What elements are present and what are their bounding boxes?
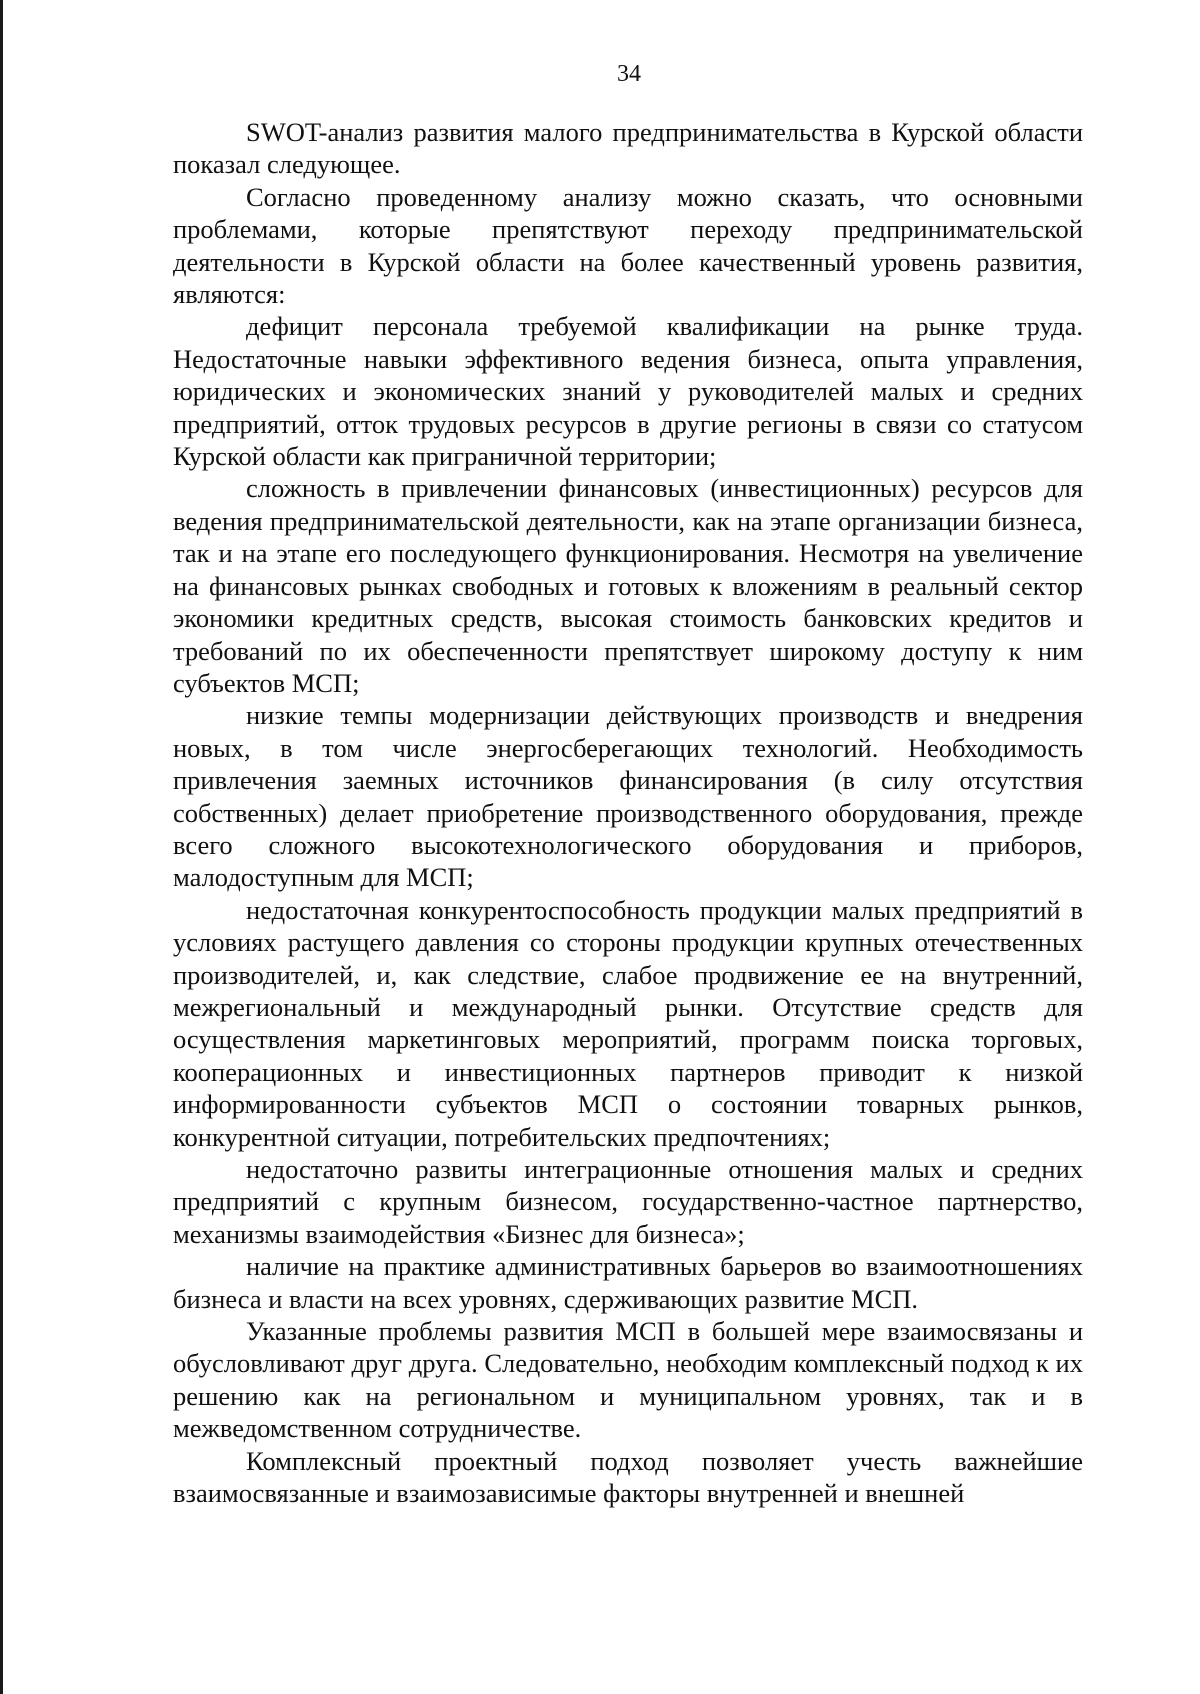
paragraph-project-approach: Комплексный проектный подход позволяет учесть важнейшие взаимосвязанные и взаимозависимые факторы внутренней и внешней: [173, 1445, 1083, 1509]
paragraph-staff-deficit: дефицит персонала требуемой квалификации на рынке труда. Недостаточные навыки эффективного ведения бизнеса, опыта управления, юридических и экономических знаний у руководителей малых и средних предприятий, отток трудовых ресурсов в другие регионы в связи со статусом Курской области как приграничной территории;: [173, 311, 1083, 472]
paragraph-integration: недостаточно развиты интеграционные отношения малых и средних предприятий с крупным бизнесом, государственно-частное партнерство, механизмы взаимодействия «Бизнес для бизнеса»;: [173, 1154, 1083, 1249]
paragraph-interrelated-problems: Указанные проблемы развития МСП в большей мере взаимосвязаны и обусловливают друг друга. Следовательно, необходим комплексный подход к их решению как на региональном и муниципальном уровнях, так и в межведомственном сотрудничестве.: [173, 1316, 1083, 1444]
paragraph-swot-intro: SWOT-анализ развития малого предпринимательства в Курской области показал следующее.: [173, 117, 1083, 180]
paragraph-modernization: низкие темпы модернизации действующих производств и внедрения новых, в том числе энергосберегающих технологий. Необходимость привлечения заемных источников финансирования (в силу отсутствия собственных) делает приобретение производственного оборудования, прежде всего сложного высокотехнологического оборудования и приборов, малодоступным для МСП;: [173, 700, 1083, 893]
paragraph-main-problems: Согласно проведенному анализу можно сказать, что основными проблемами, которые препятствуют переходу предпринимательской деятельности в Курской области на более качественный уровень развития, являются:: [173, 181, 1083, 310]
paragraph-competitiveness: недостаточная конкурентоспособность продукции малых предприятий в условиях растущего давления со стороны продукции крупных отечественных производителей, и, как следствие, слабое продвижение ее на внутренний, межрегиональный и международный рынки. Отсутствие средств для осуществления маркетинговых мероприятий, программ поиска торговых, кооперационных и инвестиционных партнеров приводит к низкой информированности субъектов МСП о состоянии товарных рынков, конкурентной ситуации, потребительских предпочтениях;: [173, 894, 1083, 1152]
paragraph-admin-barriers: наличие на практике административных барьеров во взаимоотношениях бизнеса и власти на всех уровнях, сдерживающих развитие МСП.: [173, 1251, 1083, 1314]
body-text: [173, 116, 1083, 1509]
page-number: 34: [617, 61, 641, 87]
paragraph-financing: сложность в привлечении финансовых (инвестиционных) ресурсов для ведения предпринимательской деятельности, как на этапе организации бизнеса, так и на этапе его последующего функционирования. Несмотря на увеличение на финансовых рынках свободных и готовых к вложениям в реальный сектор экономики кредитных средств, высокая стоимость банковских кредитов и требований по их обеспеченности препятствует широкому доступу к ним субъектов МСП;: [173, 473, 1083, 698]
